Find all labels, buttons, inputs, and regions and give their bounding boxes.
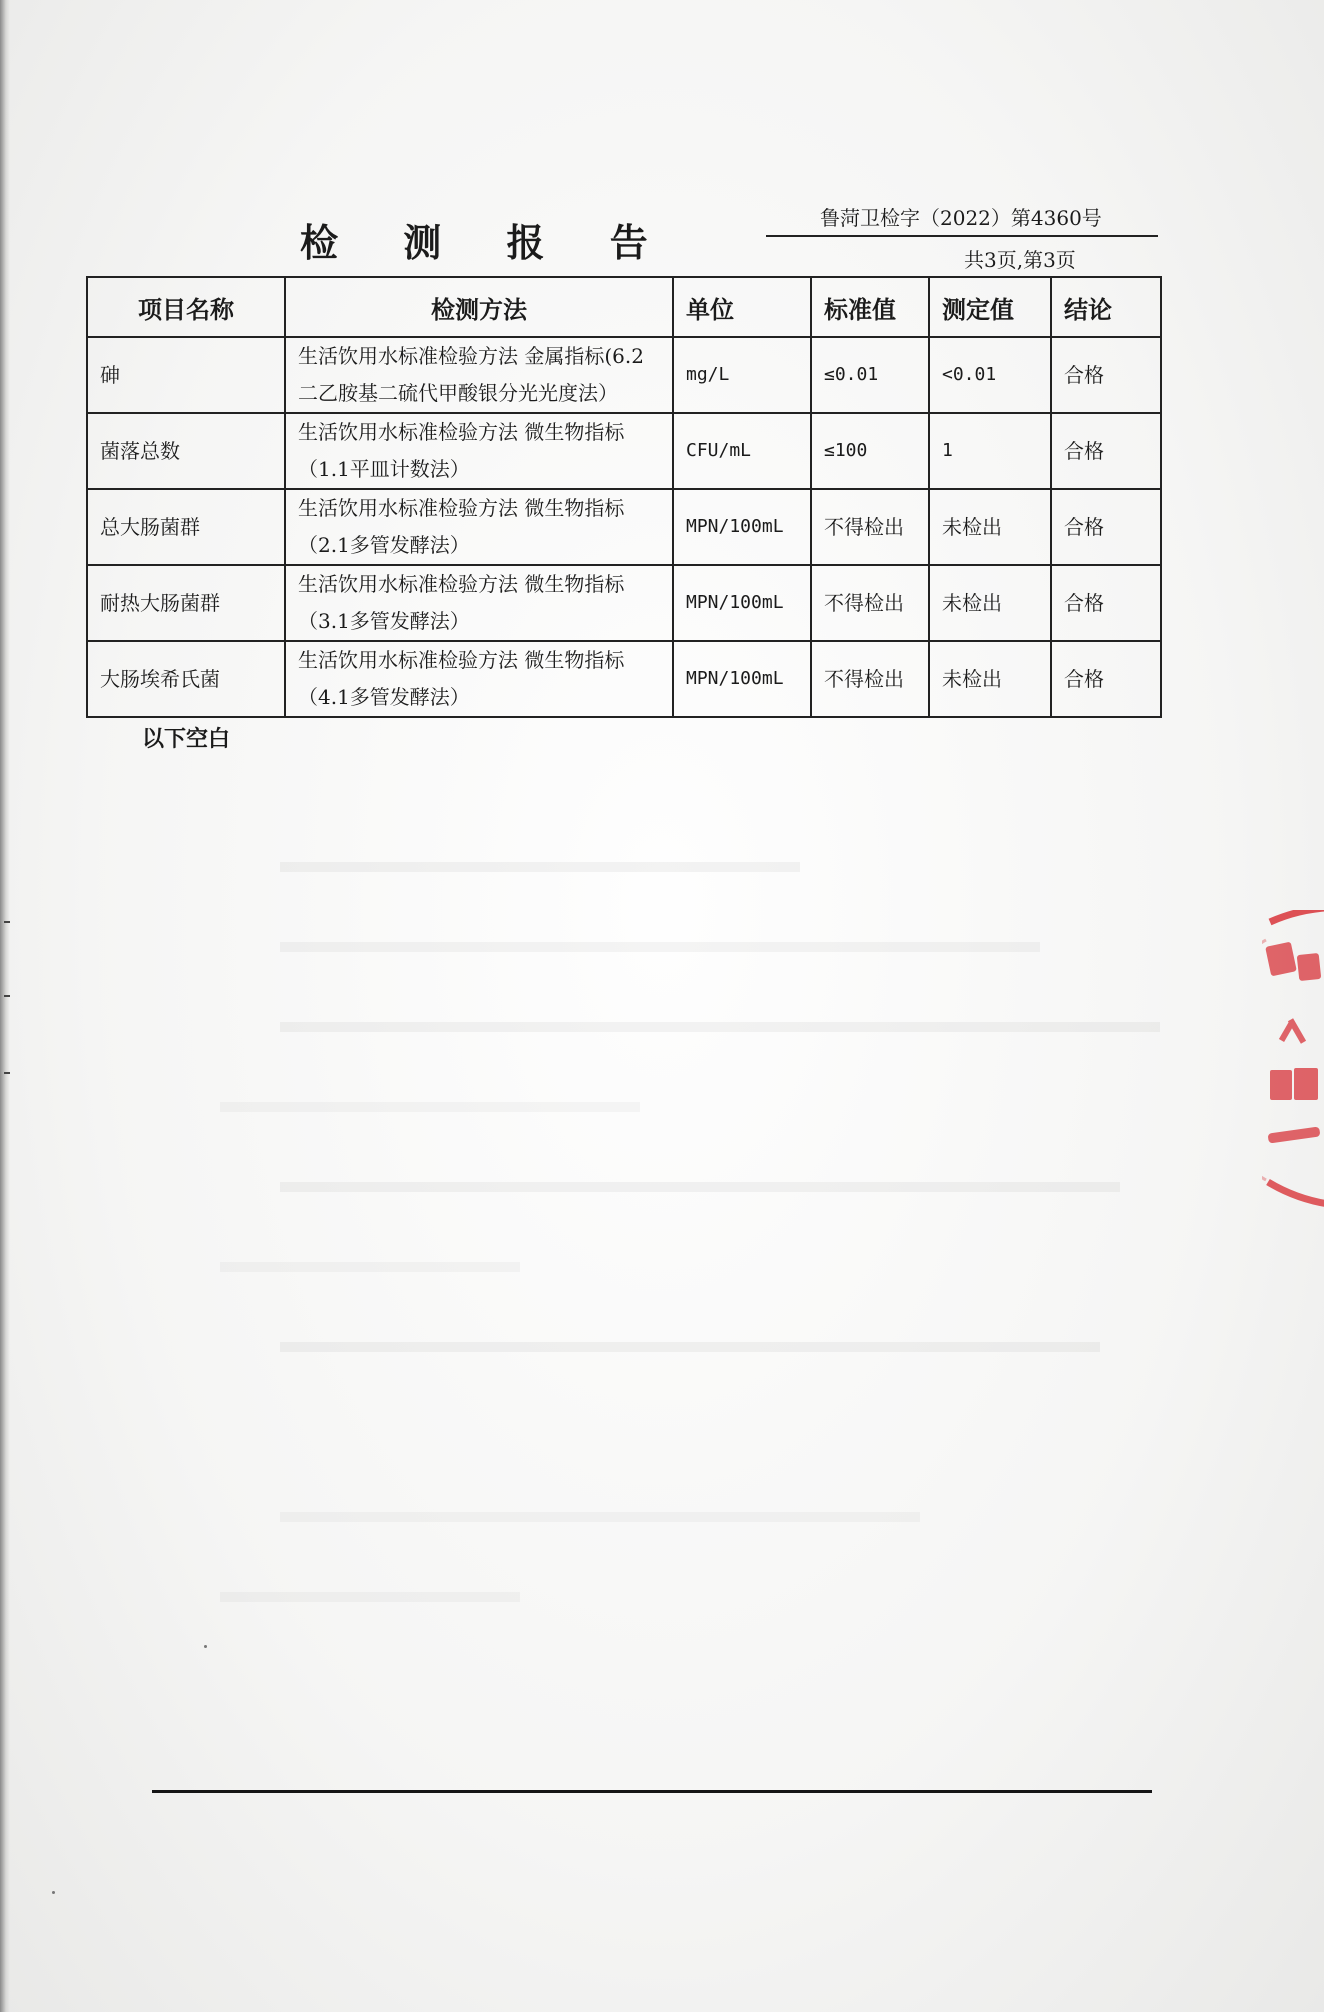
- edge-mark: [4, 921, 10, 923]
- paper-speck: [52, 1891, 55, 1894]
- cell-method: [285, 489, 673, 565]
- table-row: [87, 337, 1161, 413]
- cell-method: [285, 565, 673, 641]
- method-line-2: 二乙胺基二硫代甲酸银分光光度法）: [298, 381, 618, 405]
- blank-below-note: 以下空白: [142, 726, 231, 752]
- method-line-2: （4.1多管发酵法）: [298, 685, 470, 709]
- method-line-1: 生活饮用水标准检验方法 微生物指标: [298, 420, 625, 444]
- paper-speck: [204, 1645, 207, 1648]
- edge-mark: [4, 1072, 10, 1074]
- cell-measured: 未检出: [929, 565, 1051, 641]
- method-line-2: （3.1多管发酵法）: [298, 609, 470, 633]
- table-row: [87, 641, 1161, 717]
- cell-conclusion: 合格: [1051, 565, 1161, 641]
- page-info: 共3页,第3页: [964, 248, 1076, 272]
- cell-conclusion: 合格: [1051, 337, 1161, 413]
- cell-item: 耐热大肠菌群: [87, 565, 285, 641]
- edge-mark: [4, 995, 10, 997]
- method-line-2: （2.1多管发酵法）: [298, 533, 470, 557]
- header-method: 检测方法: [285, 277, 673, 337]
- table-row: [87, 565, 1161, 641]
- cell-item: 大肠埃希氏菌: [87, 641, 285, 717]
- table-row: [87, 489, 1161, 565]
- method-line-2: （1.1平皿计数法）: [298, 457, 470, 481]
- official-seal: [1262, 910, 1324, 1210]
- cell-unit: CFU/mL: [673, 413, 811, 489]
- header-measured: 测定值: [929, 277, 1051, 337]
- cell-measured: 未检出: [929, 489, 1051, 565]
- cell-conclusion: 合格: [1051, 489, 1161, 565]
- report-title: 检 测 报 告: [300, 220, 674, 265]
- header-conclusion: 结论: [1051, 277, 1161, 337]
- cell-conclusion: 合格: [1051, 413, 1161, 489]
- page-left-edge: [0, 0, 10, 2012]
- method-line-1: 生活饮用水标准检验方法 微生物指标: [298, 496, 625, 520]
- method-line-1: 生活饮用水标准检验方法 金属指标(6.2: [298, 344, 644, 368]
- cell-standard: 不得检出: [811, 489, 929, 565]
- cell-method: [285, 413, 673, 489]
- cell-method: [285, 337, 673, 413]
- header-standard: 标准值: [811, 277, 929, 337]
- cell-measured: 1: [929, 413, 1051, 489]
- method-line-1: 生活饮用水标准检验方法 微生物指标: [298, 648, 625, 672]
- cell-unit: MPN/100mL: [673, 489, 811, 565]
- cell-standard: ≤0.01: [811, 337, 929, 413]
- cell-item: 总大肠菌群: [87, 489, 285, 565]
- cell-item: 菌落总数: [87, 413, 285, 489]
- footer-rule: [152, 1790, 1152, 1793]
- cell-standard: 不得检出: [811, 641, 929, 717]
- cell-standard: ≤100: [811, 413, 929, 489]
- report-number: 鲁菏卫检字（2022）第4360号: [820, 206, 1102, 230]
- cell-unit: mg/L: [673, 337, 811, 413]
- header-unit: 单位: [673, 277, 811, 337]
- cell-measured: 未检出: [929, 641, 1051, 717]
- table-header-row: [87, 277, 1161, 337]
- cell-unit: MPN/100mL: [673, 641, 811, 717]
- header-item-name: 项目名称: [87, 277, 285, 337]
- method-line-1: 生活饮用水标准检验方法 微生物指标: [298, 572, 625, 596]
- results-table: [86, 276, 1162, 718]
- cell-method: [285, 641, 673, 717]
- table-row: [87, 413, 1161, 489]
- report-number-underline: [766, 235, 1158, 237]
- cell-unit: MPN/100mL: [673, 565, 811, 641]
- cell-conclusion: 合格: [1051, 641, 1161, 717]
- cell-item: 砷: [87, 337, 285, 413]
- cell-measured: <0.01: [929, 337, 1051, 413]
- cell-standard: 不得检出: [811, 565, 929, 641]
